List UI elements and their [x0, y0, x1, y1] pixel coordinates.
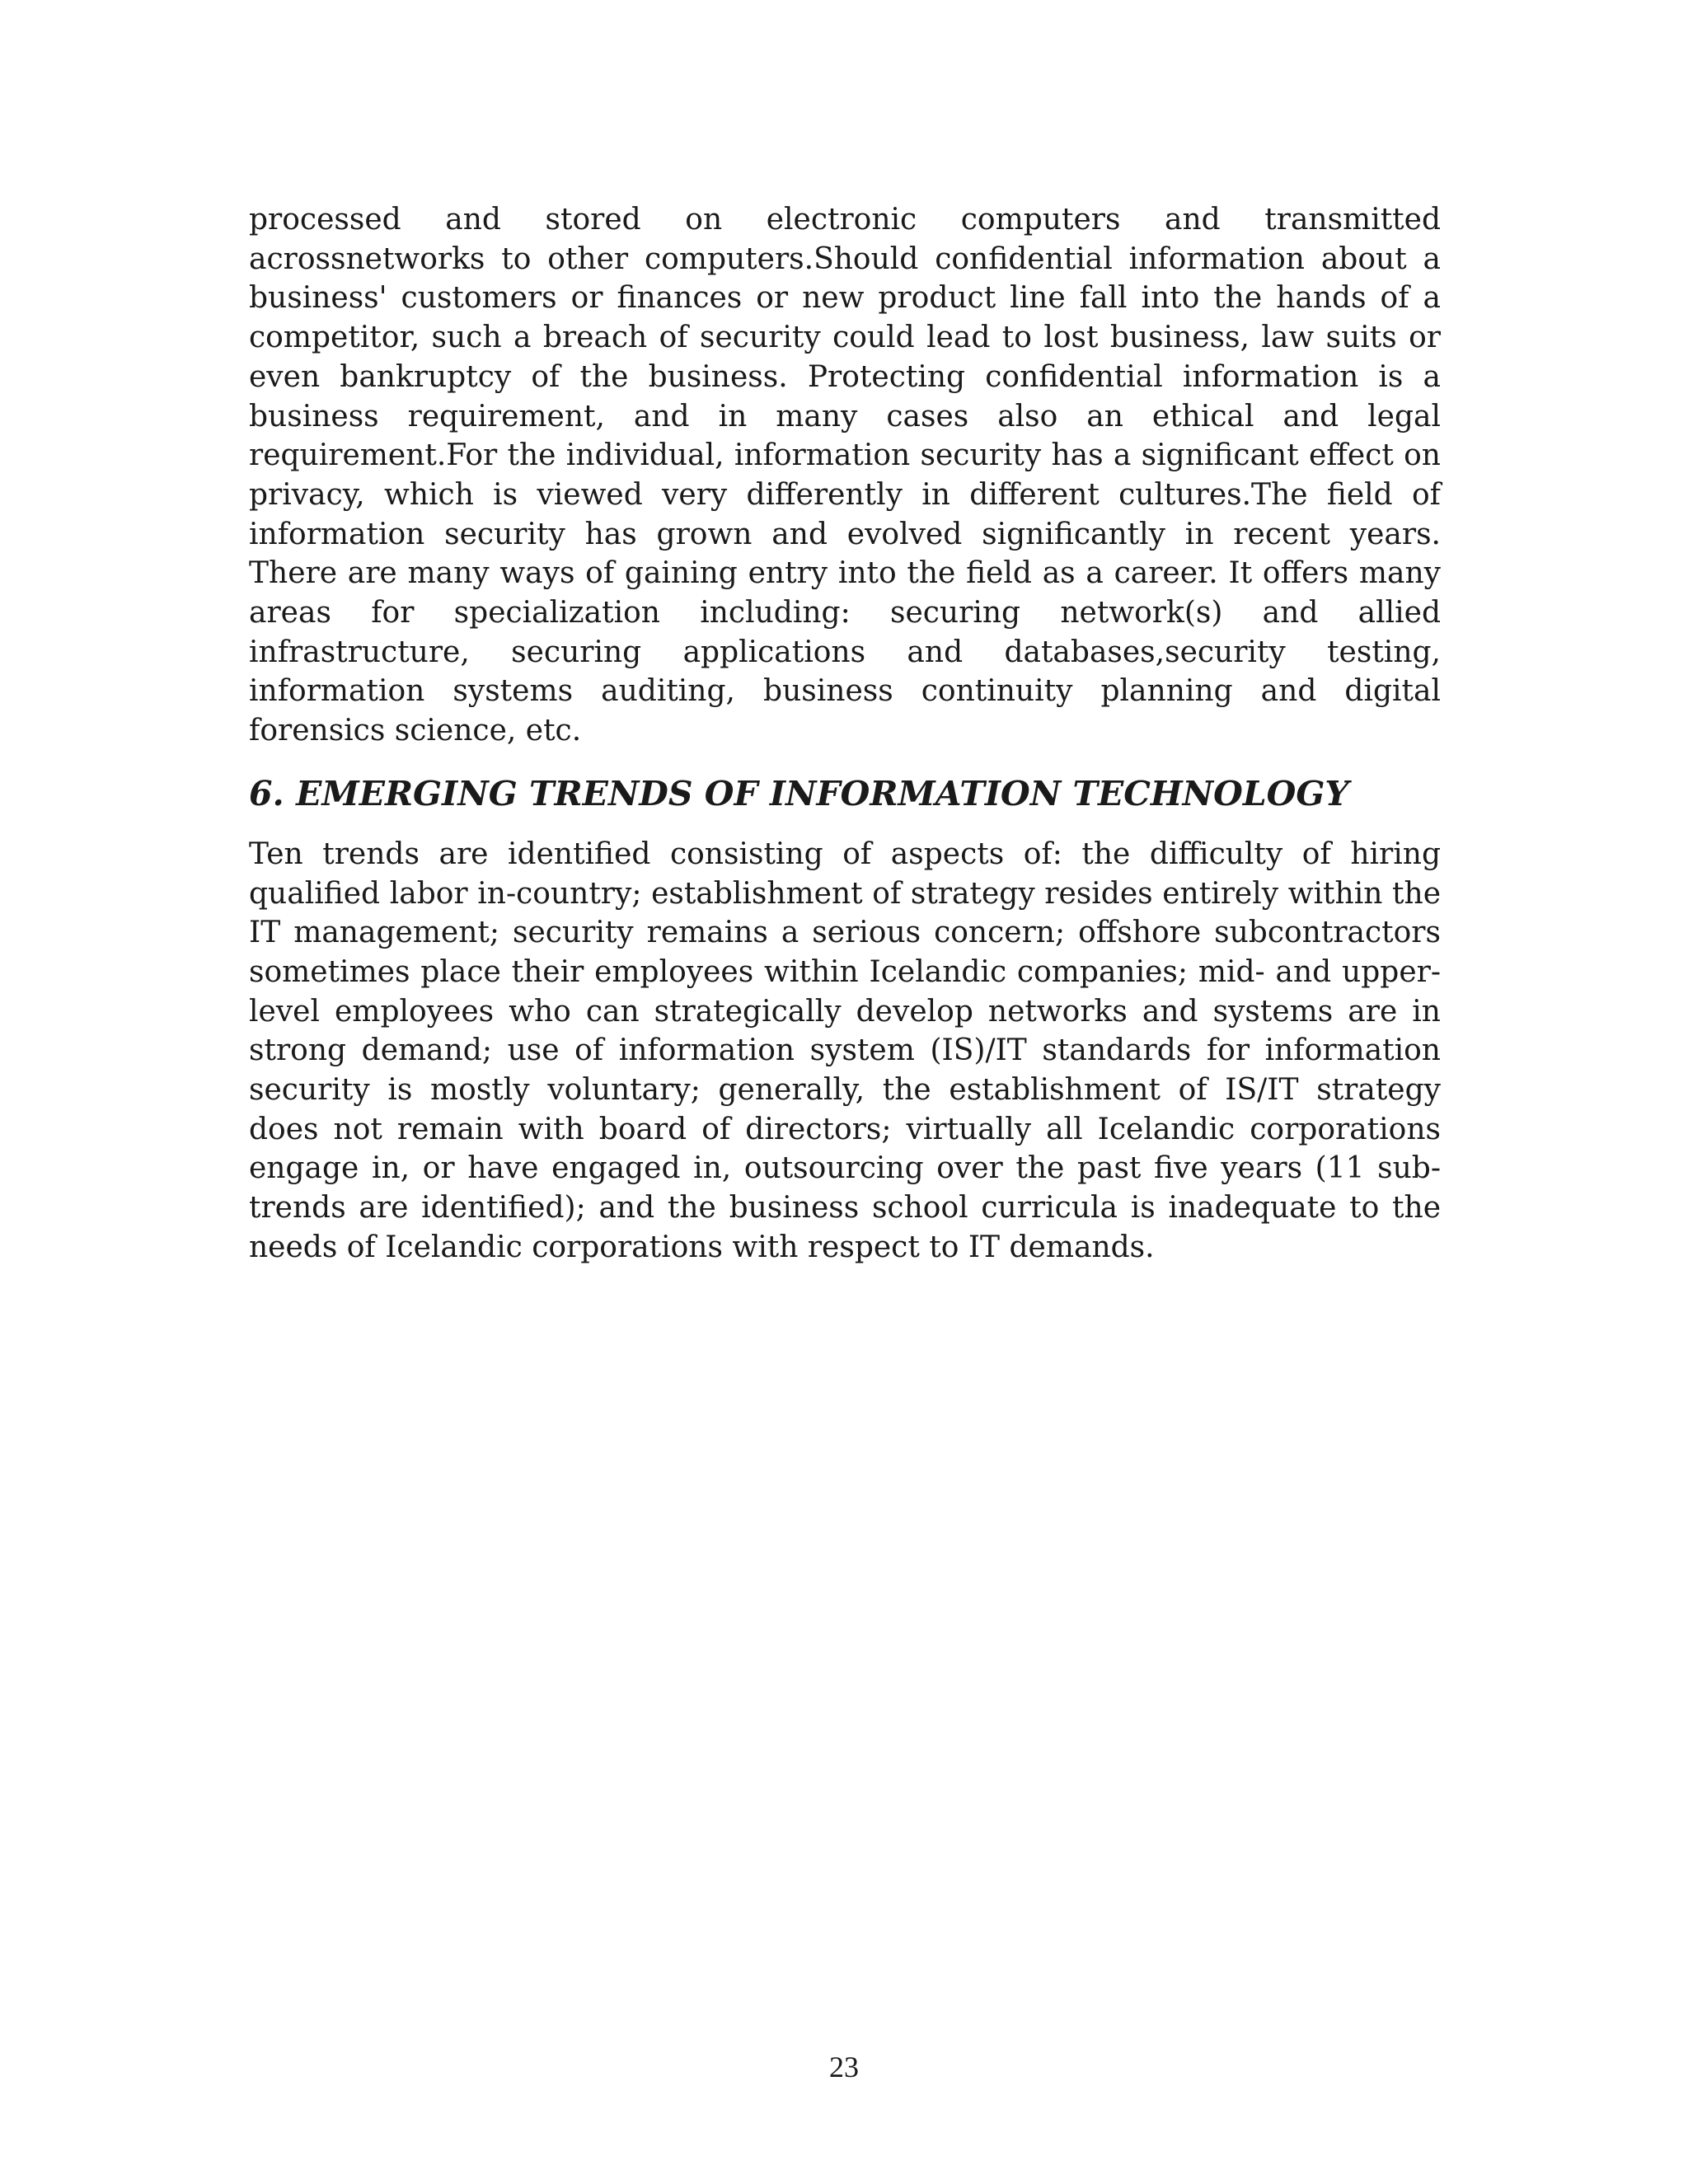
section-heading: 6. EMERGING TRENDS OF INFORMATION TECHNOLOGY [249, 773, 1349, 813]
page-body [249, 200, 1441, 1268]
body-paragraph-information-security: processed and stored on electronic computers and transmitted acrossnetworks to other computers.Should confidential information about a business' customers or finances or new product line fall into the hands of a competitor, such a breach of security could lead to lost business, law suits or even bankruptcy of the business. Protecting confidential information is a business requirement, and in many cases also an ethical and legal requirement.For the individual, information security has a significant effect on privacy, which is viewed very differently in different cultures.The field of information security has grown and evolved significantly in recent years. There are many ways of gaining entry into the field as a career. It offers many areas for specialization including: securing network(s) and allied infrastructure, securing applications and databases,security testing, information systems auditing, business continuity planning and digital forensics science, etc. [249, 203, 1441, 748]
body-paragraph-emerging-trends: Ten trends are identified consisting of aspects of: the difficulty of hiring qualified labor in-country; establishment of strategy resides entirely within the IT management; security remains a serious concern; offshore subcontractors sometimes place their employees within Icelandic companies; mid- and upper-level employees who can strategically develop networks and systems are in strong demand; use of information system (IS)/IT standards for information security is mostly voluntary; generally, the establishment of IS/IT strategy does not remain with board of directors; virtually all Icelandic corporations engage in, or have engaged in, outsourcing over the past five years (11 sub-trends are identified); and the business school curricula is inadequate to the needs of Icelandic corporations with respect to IT demands. [249, 837, 1441, 1264]
page-number: 23 [829, 2050, 859, 2083]
